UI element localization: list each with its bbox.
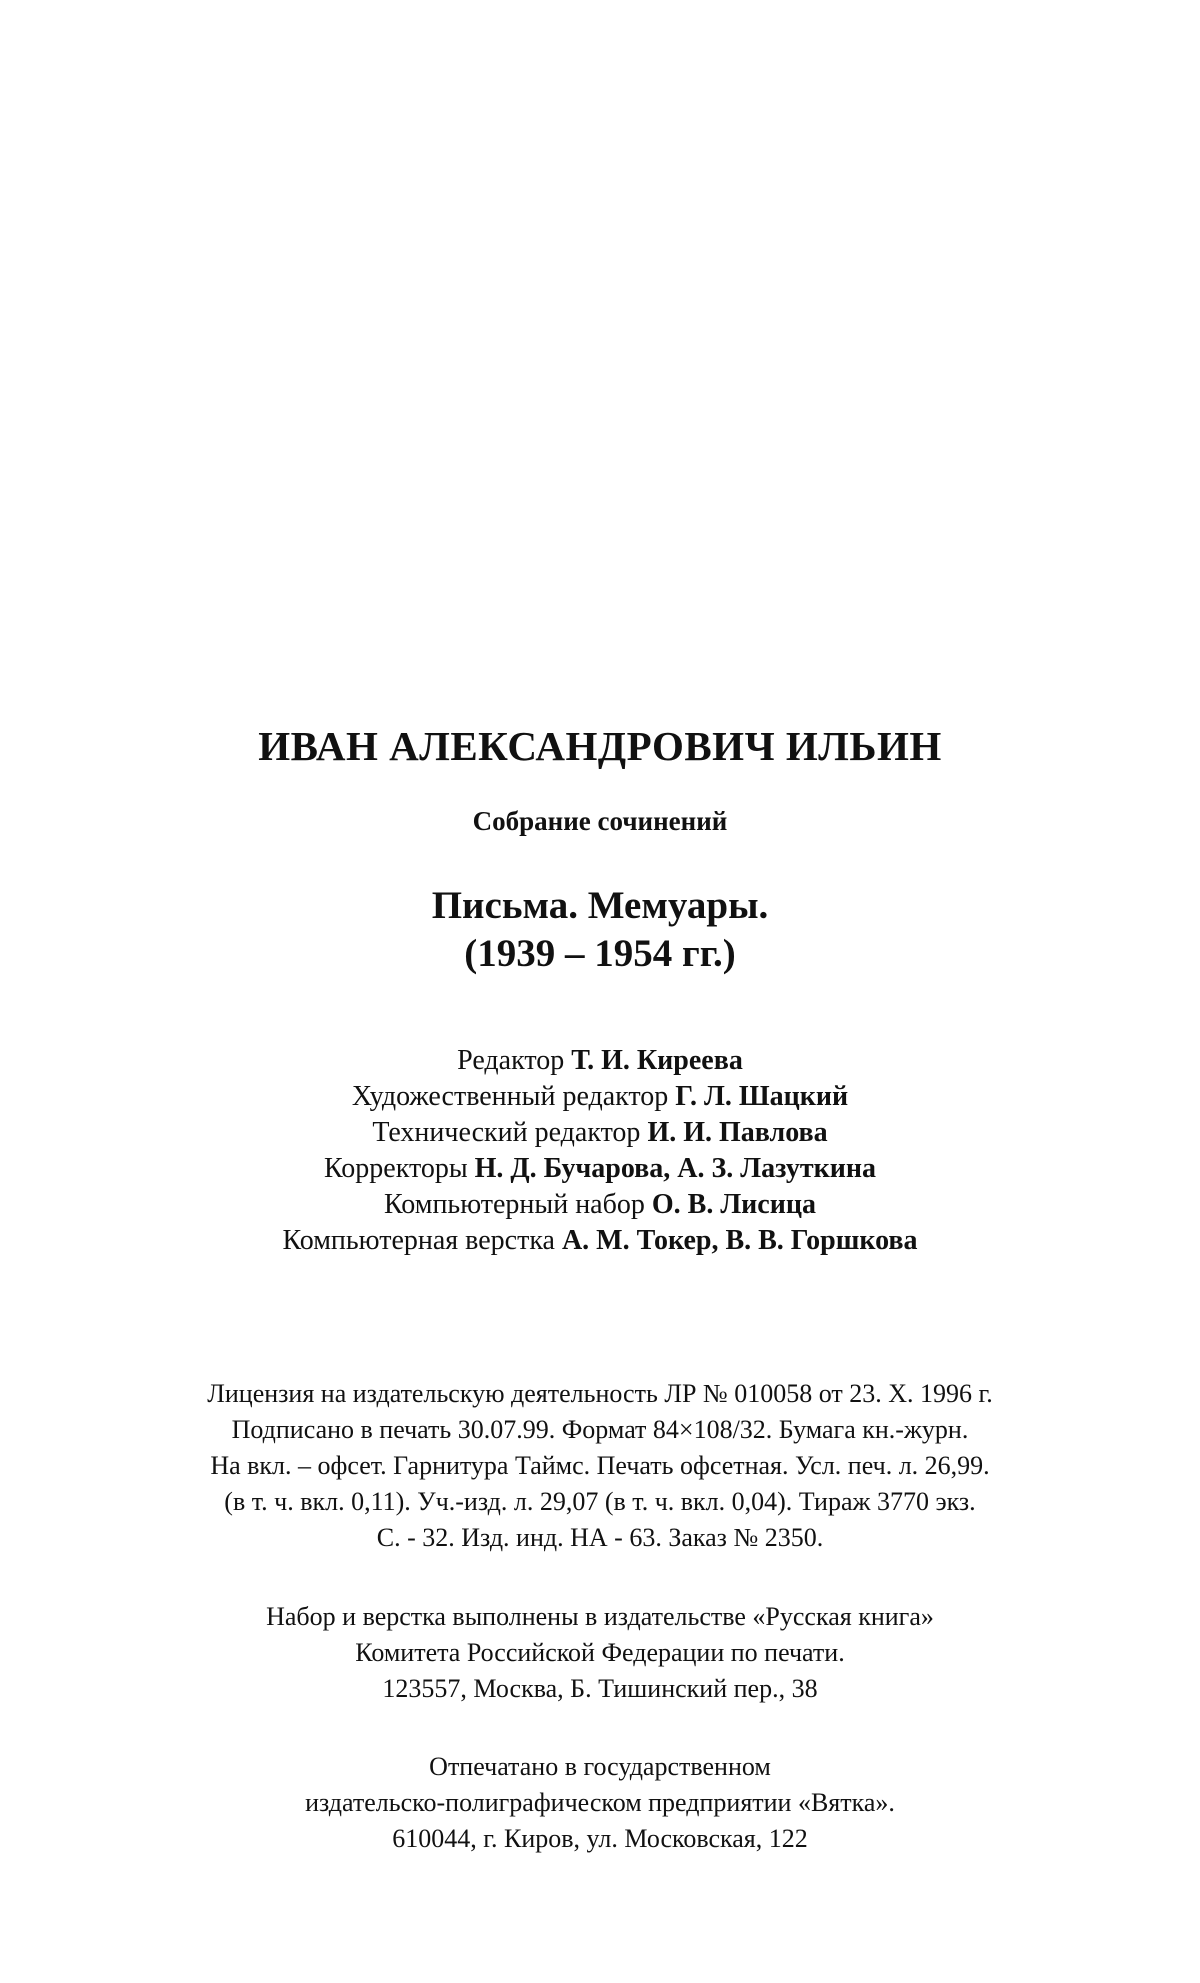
imprint-license: Лицензия на издательскую деятельность ЛР № 010058 от 23. X. 1996 г. [207, 1379, 993, 1408]
credit-proofreaders [0, 1151, 1200, 1187]
credit-names: Г. Л. Шацкий [675, 1081, 849, 1112]
credit-role: Технический редактор [372, 1117, 641, 1148]
imprint-circulation: (в т. ч. вкл. 0,11). Уч.-изд. л. 29,07 (в т. ч. вкл. 0,04). Тираж 3770 экз. [224, 1487, 976, 1516]
printing-address: 610044, г. Киров, ул. Московская, 122 [392, 1824, 808, 1853]
printing-enterprise: издательско-полиграфическом предприятии «Вятка». [305, 1788, 895, 1817]
credit-names: И. И. Павлова [647, 1117, 828, 1148]
work-title-line: Письма. Мемуары. [431, 884, 769, 927]
credit-role: Художественный редактор [351, 1081, 669, 1112]
imprint-signed: Подписано в печать 30.07.99. Формат 84×108/32. Бумага кн.-журн. [231, 1415, 969, 1444]
credit-role: Корректоры [324, 1153, 468, 1184]
credit-names: Н. Д. Бучарова, А. З. Лазуткина [474, 1153, 876, 1184]
series-title: Собрание сочинений [472, 806, 728, 836]
typesetting-line: Набор и верстка выполнены в издательстве «Русская книга» [266, 1602, 934, 1631]
credit-typesetting [0, 1187, 1200, 1223]
imprint-order: С. - 32. Изд. инд. НА - 63. Заказ № 2350. [376, 1523, 824, 1552]
credit-names: О. В. Лисица [651, 1189, 817, 1220]
credit-editor [0, 1043, 1200, 1079]
credit-role: Редактор [457, 1045, 565, 1076]
author-name: ИВАН АЛЕКСАНДРОВИЧ ИЛЬИН [258, 723, 942, 769]
typesetting-committee: Комитета Российской Федерации по печати. [355, 1638, 845, 1667]
typesetting-address: 123557, Москва, Б. Тишинский пер., 38 [382, 1674, 818, 1703]
credit-role: Компьютерный набор [383, 1189, 645, 1220]
printing-line: Отпечатано в государственном [429, 1752, 771, 1781]
imprint-print-details: На вкл. – офсет. Гарнитура Таймс. Печать офсетная. Усл. печ. л. 26,99. [210, 1451, 990, 1480]
credit-art-editor [0, 1079, 1200, 1115]
credit-layout [0, 1223, 1200, 1259]
credit-names: Т. И. Киреева [571, 1045, 743, 1076]
credit-role: Компьютерная верстка [282, 1225, 555, 1256]
credit-tech-editor [0, 1115, 1200, 1151]
work-title-years: (1939 – 1954 гг.) [464, 932, 736, 975]
credit-names: А. М. Токер, В. В. Горшкова [561, 1225, 918, 1256]
